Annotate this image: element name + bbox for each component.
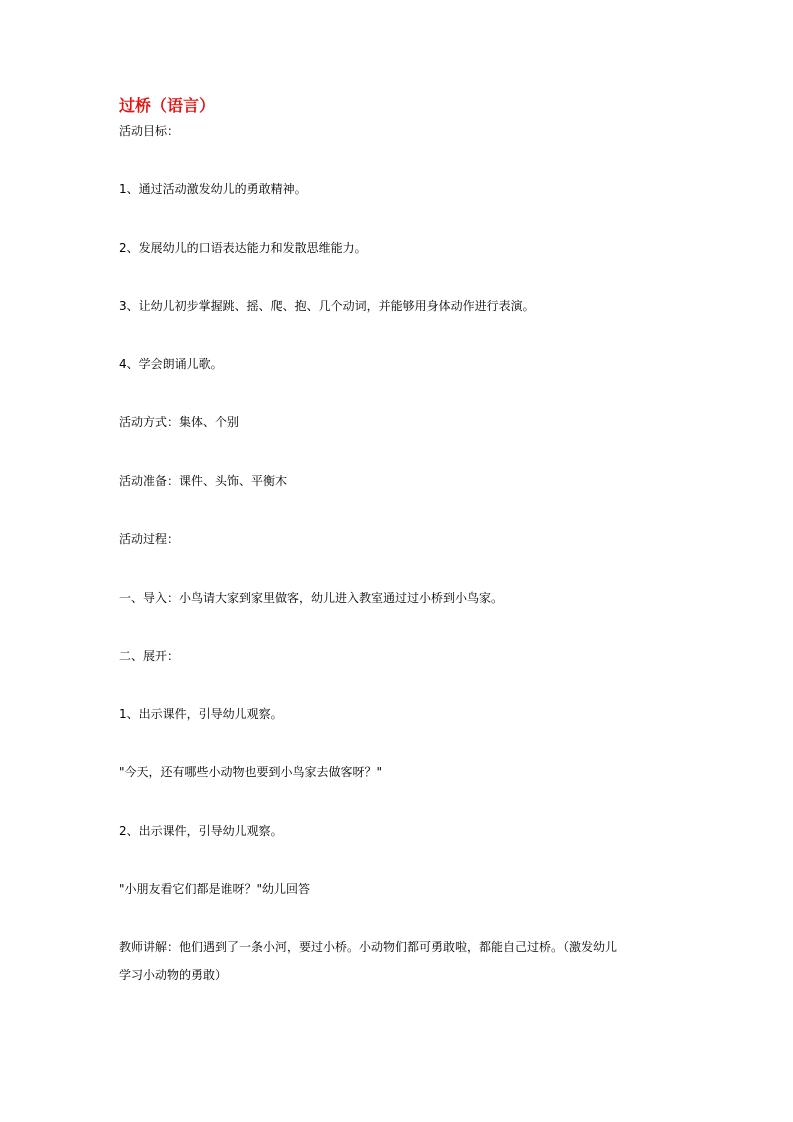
- paragraph-goal-1: 1、通过活动激发幼儿的勇敢精神。: [119, 182, 307, 196]
- paragraph-step-2: 2、出示课件，引导幼儿观察。: [119, 824, 283, 838]
- paragraph-expand-heading: 二、展开：: [119, 649, 180, 663]
- paragraph-goals-heading: 活动目标：: [119, 124, 180, 138]
- paragraph-quote-2: "小朋友看它们都是谁呀？"幼儿回答: [119, 882, 311, 896]
- paragraph-preparation: 活动准备：课件、头饰、平衡木: [119, 474, 288, 488]
- document-title: 过桥（语言）: [119, 96, 216, 115]
- paragraph-quote-1: "今天，还有哪些小动物也要到小鸟家去做客呀？": [119, 765, 383, 779]
- paragraph-step-1: 1、出示课件，引导幼儿观察。: [119, 707, 283, 721]
- paragraph-process-heading: 活动过程：: [119, 532, 180, 546]
- paragraph-teacher-explain-cont: 学习小动物的勇敢）: [119, 968, 228, 982]
- paragraph-goal-4: 4、学会朗诵儿歌。: [119, 357, 223, 371]
- paragraph-goal-2: 2、发展幼儿的口语表达能力和发散思维能力。: [119, 241, 367, 255]
- paragraph-teacher-explain: 教师讲解：他们遇到了一条小河，要过小桥。小动物们都可勇敢啦，都能自己过桥。（激发幼儿: [119, 940, 618, 954]
- paragraph-method: 活动方式：集体、个别: [119, 415, 240, 429]
- paragraph-intro: 一、导入：小鸟请大家到家里做客，幼儿进入教室通过过小桥到小鸟家。: [119, 591, 504, 605]
- paragraph-goal-3: 3、让幼儿初步掌握跳、摇、爬、抱、几个动词，并能够用身体动作进行表演。: [119, 299, 535, 313]
